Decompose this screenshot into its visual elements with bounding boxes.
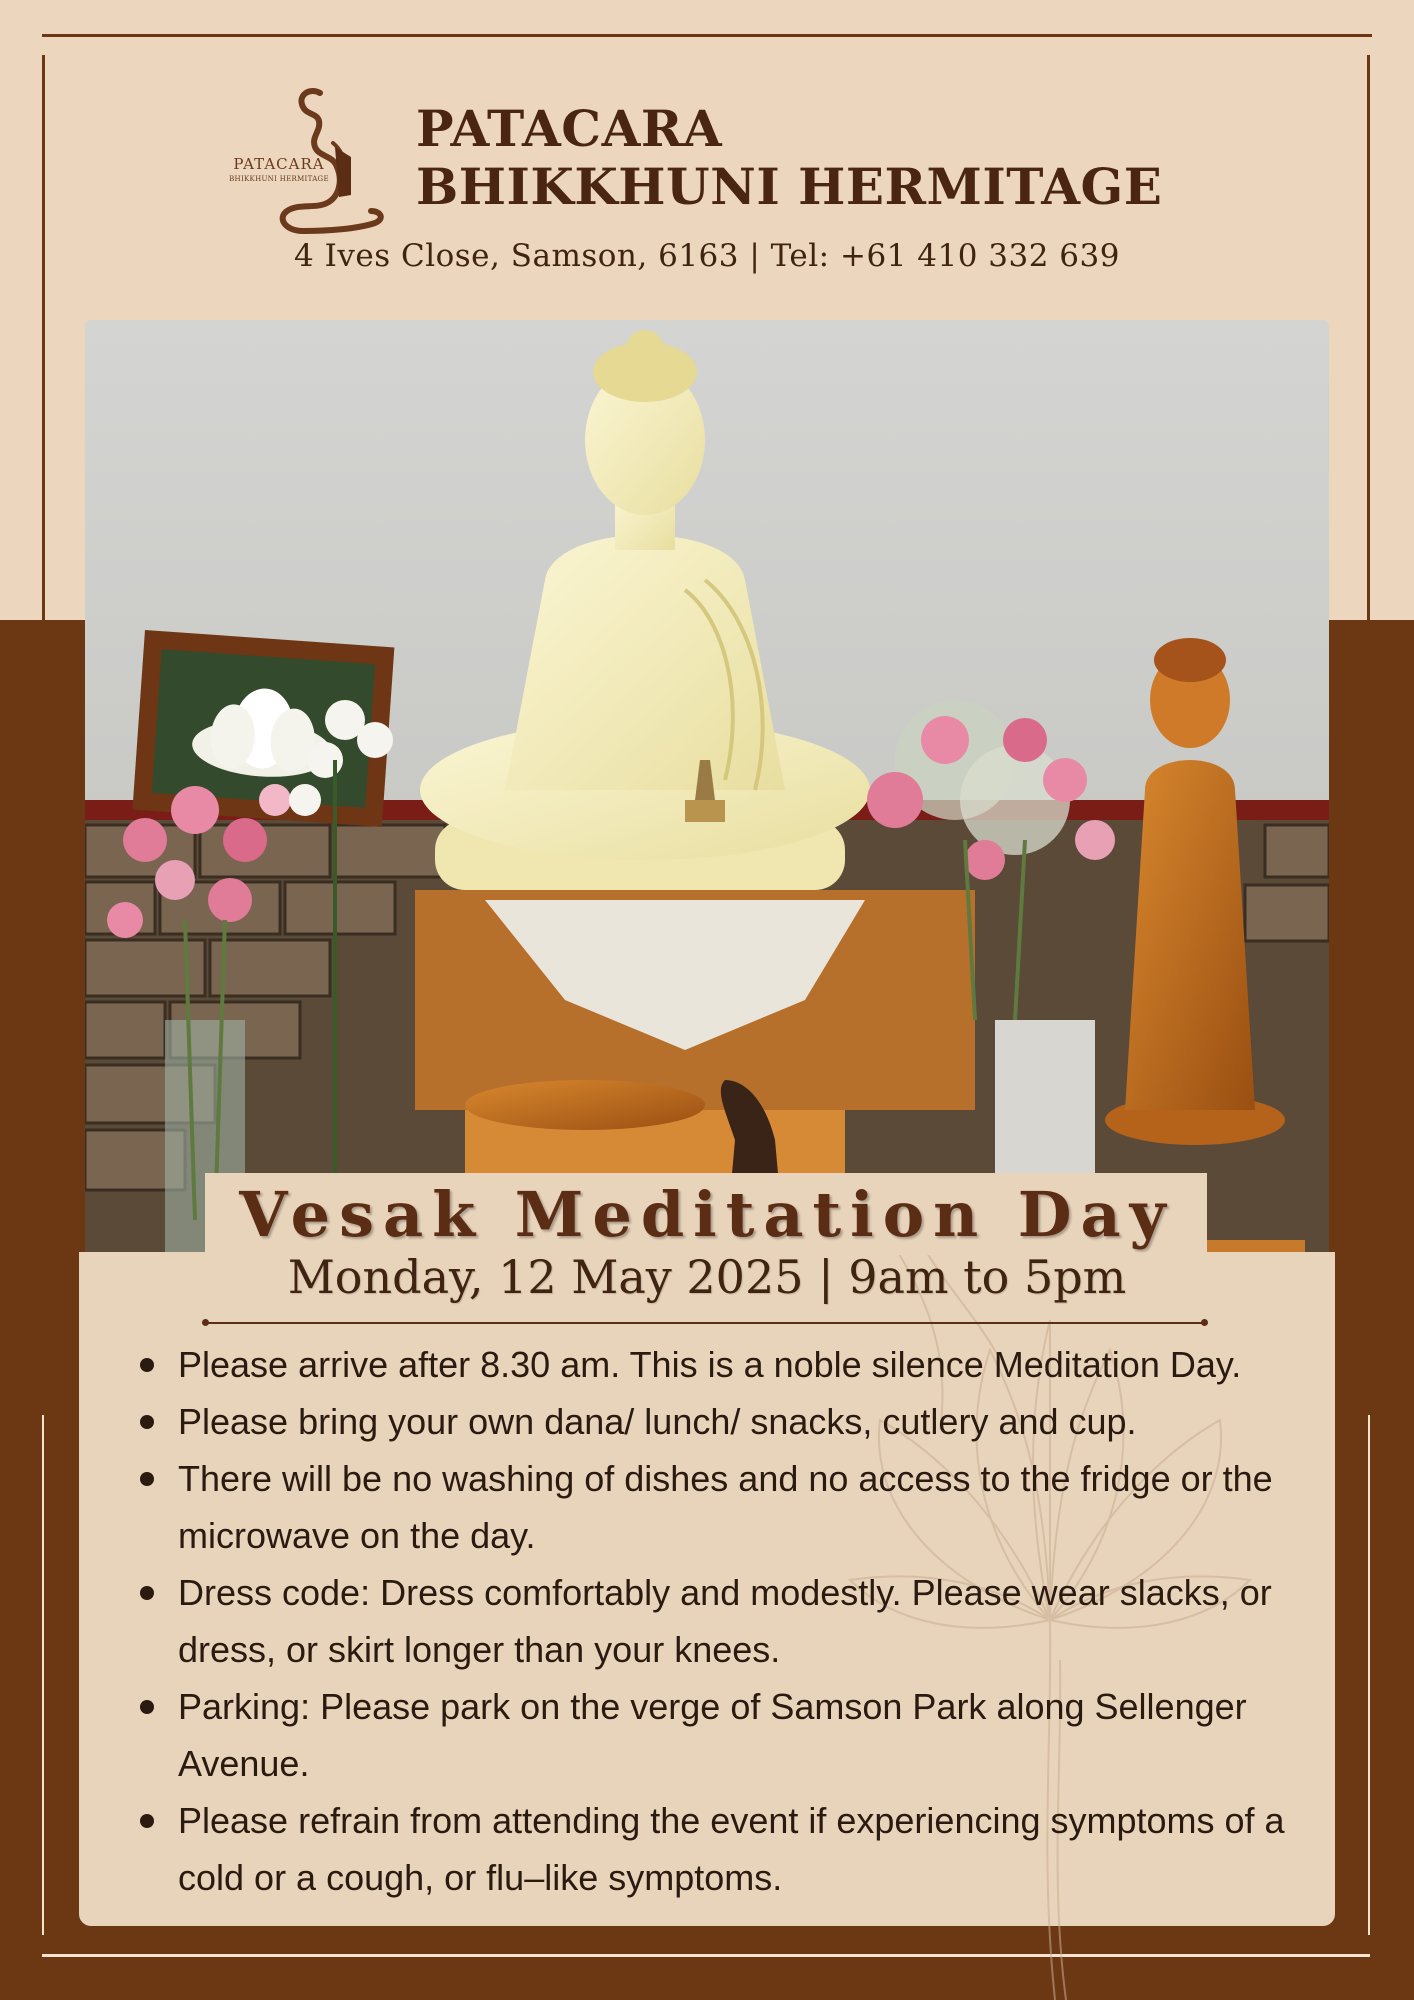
bullet-icon [140, 1700, 154, 1714]
bullet-icon [140, 1415, 154, 1429]
note-text: Please bring your own dana/ lunch/ snacks, cutlery and cup. [178, 1401, 1137, 1442]
logo-text [215, 155, 343, 183]
logo-name-line: PATACARA [233, 155, 325, 173]
organisation-name [416, 100, 1162, 216]
hermitage-logo [215, 85, 390, 235]
event-notes-list [130, 1336, 1300, 1906]
list-item [130, 1564, 1300, 1678]
list-item [130, 1792, 1300, 1906]
event-title: Vesak Meditation Day [239, 1178, 1175, 1251]
organisation-name-line-2: BHIKKHUNI HERMITAGE [416, 157, 1163, 216]
note-text: Please arrive after 8.30 am. This is a noble silence Meditation Day. [178, 1344, 1242, 1385]
header [0, 0, 1414, 300]
bullet-icon [140, 1814, 154, 1828]
note-text: Parking: Please park on the verge of Samson Park along Sellenger Avenue. [178, 1686, 1247, 1784]
bullet-icon [140, 1358, 154, 1372]
shrine-photo [85, 320, 1329, 1252]
note-text: There will be no washing of dishes and no access to the fridge or the microwave on the day. [178, 1458, 1273, 1556]
bullet-icon [140, 1586, 154, 1600]
event-date-time: Monday, 12 May 2025 | 9am to 5pm [287, 1250, 1127, 1304]
organisation-name-line-1: PATACARA [416, 99, 723, 158]
logo-sub-line: BHIKKHUNI HERMITAGE [229, 175, 329, 183]
list-item [130, 1450, 1300, 1564]
note-text: Dress code: Dress comfortably and modestly. Please wear slacks, or dress, or skirt longer than your knees. [178, 1572, 1272, 1670]
contact-address: 4 Ives Close, Samson, 6163 | Tel: +61 410 332 639 [294, 238, 1120, 274]
note-text: Please refrain from attending the event if experiencing symptoms of a cold or a cough, or flu–like symptoms. [178, 1800, 1285, 1898]
list-item [130, 1393, 1300, 1450]
list-item [130, 1336, 1300, 1393]
title-divider [205, 1322, 1205, 1324]
bullet-icon [140, 1472, 154, 1486]
frame-right-line-lower [1368, 1415, 1370, 1935]
list-item [130, 1678, 1300, 1792]
frame-left-line-lower [42, 1415, 44, 1935]
buddha-shrine-image [85, 320, 1329, 1252]
